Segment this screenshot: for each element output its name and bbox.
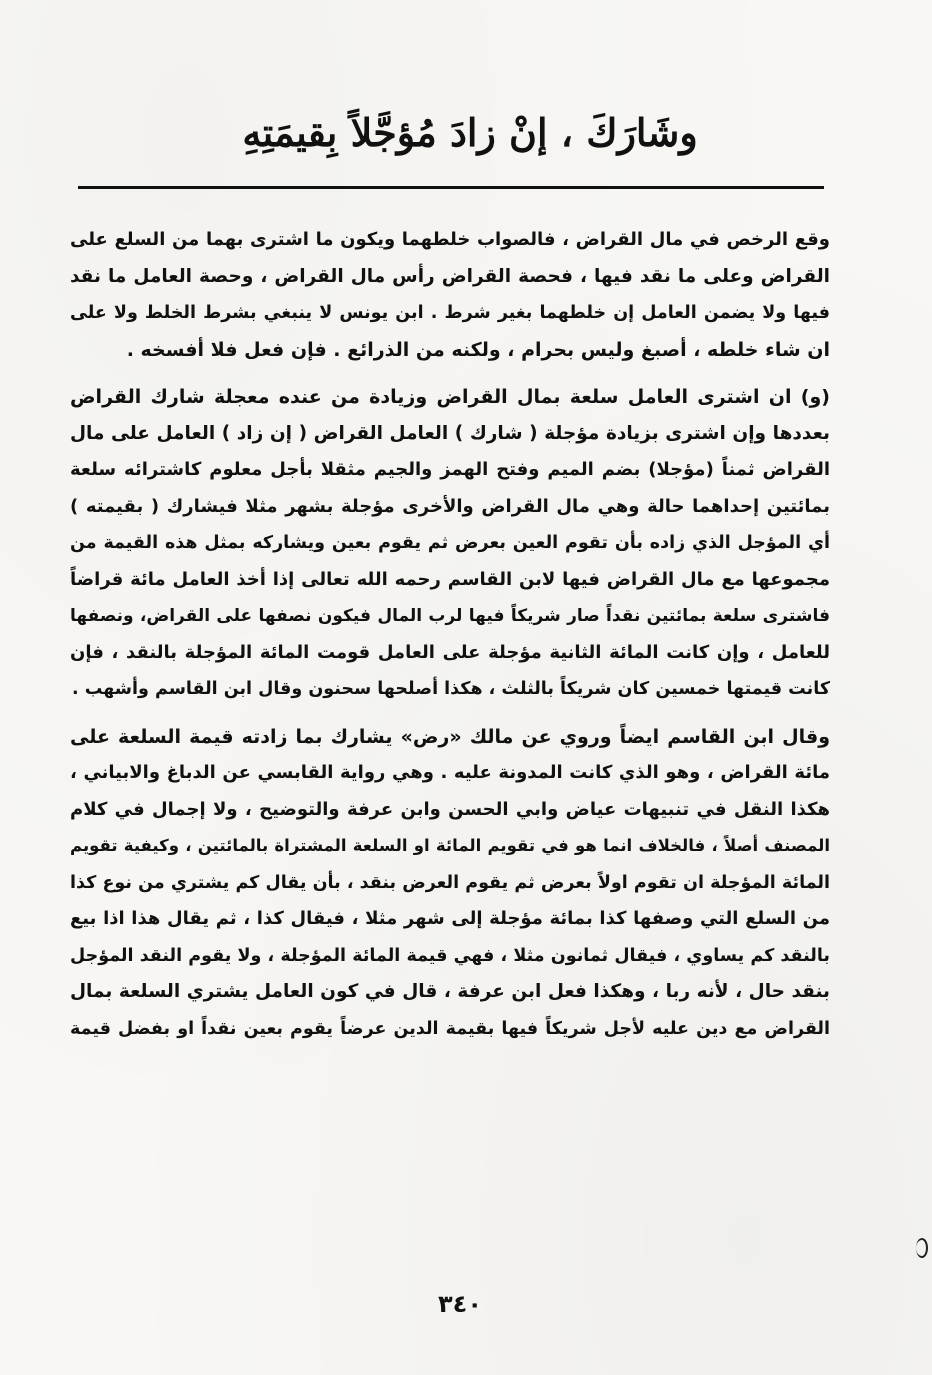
page-title: وشَارَكَ ، إنْ زادَ مُؤجَّلاً بِقيمَتِهِ — [242, 110, 698, 155]
text-line: للعامل ، وإن كانت المائة الثانية مؤجلة على العامل قومت المائة المؤجلة بالنقد ، فإن — [70, 641, 830, 663]
text-line: بمائتين إحداهما حالة وهي مال القراض والأخرى مؤجلة بشهر مثلا فيشارك ( بقيمته ) — [70, 495, 830, 517]
paragraph-gap — [70, 368, 830, 379]
text-line: هكذا النقل في تنبيهات عياض وابي الحسن وابن عرفة والتوضيح ، ولا إجمال في كلام — [70, 798, 830, 820]
text-line: أي المؤجل الذي زاده بأن تقوم العين بعرض ثم يقوم بعين ويشاركه بمثل هذه القيمة من — [70, 533, 830, 553]
text-line: فاشترى سلعة بمائتين نقداً صار شريكاً فيها لرب المال فيكون نصفها على القراض، ونصفها — [70, 606, 830, 626]
text-line: وقال ابن القاسم ايضاً وروي عن مالك «رض» يشارك بما زادته قيمة السلعة على — [70, 725, 830, 748]
text-line: المصنف أصلاً ، فالخلاف انما هو في تقويم المائة او السلعة المشتراة بالمائتين ، وكيفية تقويم — [70, 836, 830, 855]
binding-mark — [916, 1238, 928, 1258]
text-line: (و) ان اشترى العامل سلعة بمال القراض وزيادة من عنده معجلة شارك القراض — [70, 386, 830, 408]
text-line: بعددها وإن اشترى بزيادة مؤجلة ( شارك ) العامل القراض ( إن زاد ) العامل على مال — [70, 422, 830, 444]
text-line: مجموعها مع مال القراض فيها لابن القاسم رحمه الله تعالى إذا أخذ العامل مائة قراضاً — [70, 568, 830, 590]
text-line: بالنقد كم يساوي ، فيقال ثمانون مثلا ، فهي قيمة المائة المؤجلة ، ولا يقوم النقد المؤجل — [70, 945, 830, 966]
text-line: القراض ثمناً (مؤجلا) بضم الميم وفتح الهمز والجيم مثقلا بأجل معلوم كاشترائه سلعة — [70, 459, 830, 480]
text-line: ان شاء خلطه ، أصبغ وليس بحرام ، ولكنه من الذرائع . فإن فعل فلا أفسخه . — [126, 338, 830, 361]
text-line: المائة المؤجلة ان تقوم اولاً بعرض ثم يقوم العرض بنقد ، بأن يقال كم يشتري من نوع كذا — [70, 872, 830, 893]
text-line: فيها ولا يضمن العامل إن خلطهما بغير شرط . ابن يونس لا ينبغي بشرط الخلط ولا على — [70, 303, 830, 323]
page-number: ٣٤٠ — [438, 1290, 482, 1318]
text-line: وقع الرخص في مال القراض ، فالصواب خلطهما ويكون ما اشترى بهما من السلع على — [70, 229, 830, 250]
paragraph — [70, 719, 830, 1048]
text-line: من السلع التي وصفها كذا بمائة مؤجلة إلى شهر مثلا ، فيقال كذا ، ثم يقال هذا اذا بيع — [70, 908, 830, 929]
paragraph — [70, 379, 830, 708]
header-divider — [78, 186, 824, 189]
text-line: كانت قيمتها خمسين كان شريكاً بالثلث ، هكذا أصلحها سحنون وقال ابن القاسم وأشهب . — [71, 679, 830, 699]
paragraph — [70, 222, 830, 368]
text-line: بنقد حال ، لأنه ربا ، وهكذا فعل ابن عرفة ، قال في كون العامل يشتري السلعة بمال — [70, 981, 830, 1002]
text-line: القراض وعلى ما نقد فيها ، فحصة القراض رأس مال القراض ، وحصة العامل ما نقد — [70, 265, 830, 287]
paragraph-gap — [70, 708, 830, 719]
text-body — [70, 222, 830, 1047]
text-line: مائة القراض ، وهو الذي كانت المدونة عليه . وهي رواية القابسي عن الدباغ والابياني ، — [70, 762, 830, 783]
text-line: القراض مع دين عليه لأجل شريكاً فيها بقيمة الدين عرضاً يقوم بعين نقداً او بفضل قيمة — [70, 1018, 830, 1039]
